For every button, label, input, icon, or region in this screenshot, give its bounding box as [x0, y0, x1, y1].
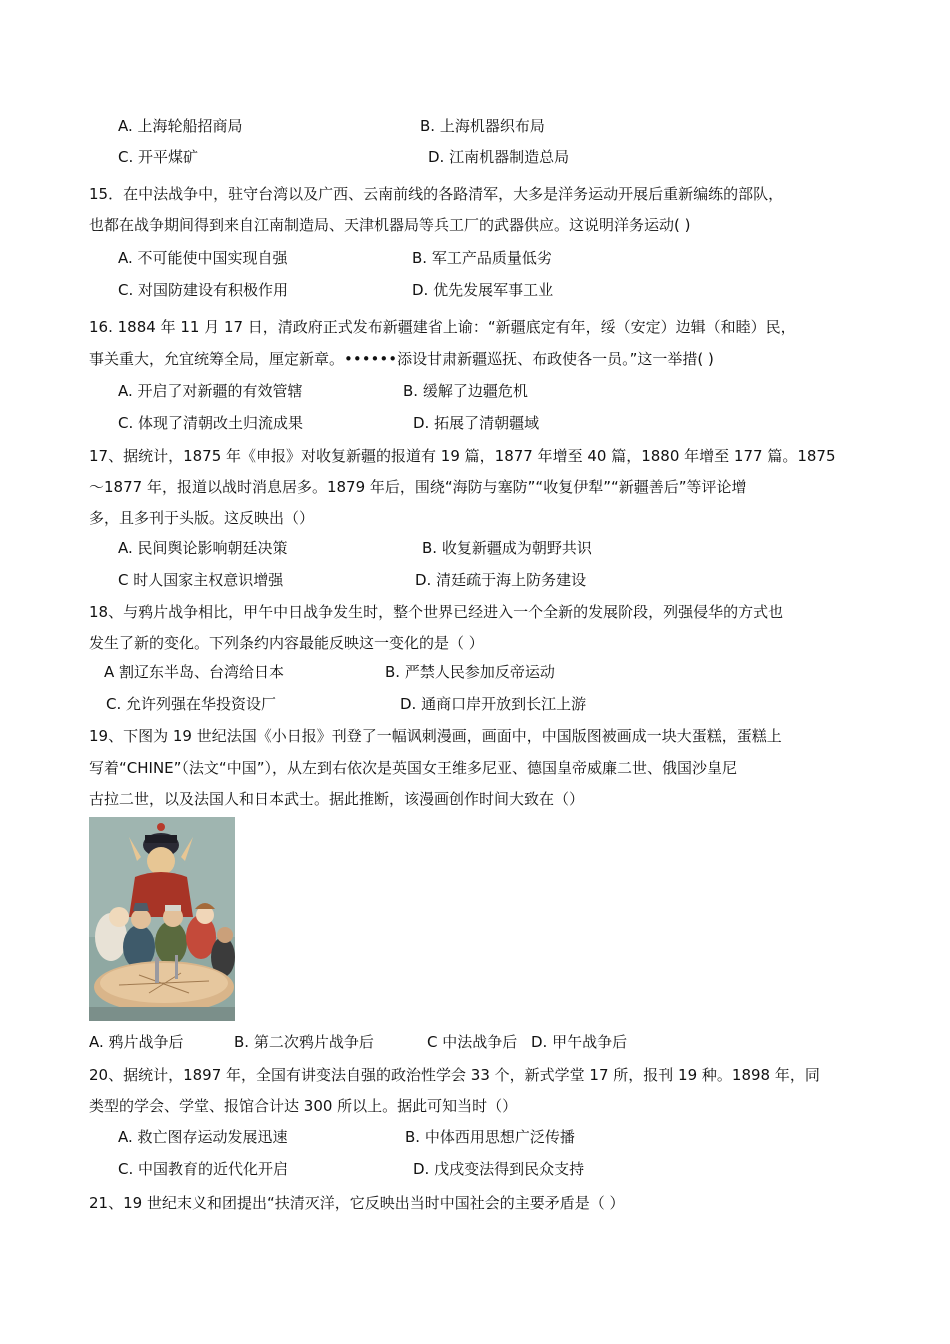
q15-option-d: D. 优先发展军事工业 [412, 281, 554, 299]
q17-option-c: C 时人国家主权意识增强 [118, 571, 284, 589]
q17-stem-line-3: 多，且多刊于头版。这反映出（） [89, 509, 315, 527]
q19-stem-line-1: 19、下图为 19 世纪法国《小日报》刊登了一幅讽刺漫画，画面中，中国版图被画成一块大蛋糕，蛋糕上 [89, 727, 782, 745]
q15-option-a: A. 不可能使中国实现自强 [118, 249, 288, 267]
q14-option-a: A. 上海轮船招商局 [118, 117, 243, 135]
q17-stem-line-1: 17、据统计，1875 年《申报》对收复新疆的报道有 19 篇，1877 年增至 40 篇，1880 年增至 177 篇。1875 [89, 447, 836, 465]
q19-stem-line-3: 古拉二世，以及法国人和日本武士。据此推断，该漫画创作时间大致在（） [89, 790, 585, 808]
q15-option-b: B. 军工产品质量低劣 [412, 249, 552, 267]
q20-stem-line-2: 类型的学会、学堂、报馆合计达 300 所以上。据此可知当时（） [89, 1097, 518, 1115]
satirical-cartoon-image [89, 817, 235, 1021]
q15-stem-line-2: 也都在战争期间得到来自江南制造局、天津机器局等兵工厂的武器供应。这说明洋务运动( ) [89, 216, 691, 234]
q17-stem-line-2: ～1877 年，报道以战时消息居多。1879 年后，围绕“海防与塞防”“收复伊犁”“新疆善后”等评论增 [89, 478, 747, 496]
q18-option-b: B. 严禁人民参加反帝运动 [385, 663, 555, 681]
q20-option-c: C. 中国教育的近代化开启 [118, 1160, 289, 1178]
q16-option-d: D. 拓展了清朝疆域 [413, 414, 540, 432]
q15-option-c: C. 对国防建设有积极作用 [118, 281, 289, 299]
q16-stem-line-2: 事关重大，允宜统筹全局，厘定新章。••••••添设甘肃新疆巡抚、布政使各一员。”这一举措( ) [89, 350, 714, 368]
q16-option-a: A. 开启了对新疆的有效管辖 [118, 382, 303, 400]
q16-option-c: C. 体现了清朝改土归流成果 [118, 414, 304, 432]
q20-option-a: A. 救亡图存运动发展迅速 [118, 1128, 288, 1146]
q18-option-a: A 割辽东半岛、台湾给日本 [104, 663, 285, 681]
q18-stem-line-1: 18、与鸦片战争相比，甲午中日战争发生时，整个世界已经进入一个全新的发展阶段，列强侵华的方式也 [89, 603, 784, 621]
q19-option-a: A. 鸦片战争后 [89, 1033, 184, 1051]
q20-stem-line-1: 20、据统计，1897 年，全国有讲变法自强的政治性学会 33 个，新式学堂 17 所，报刊 19 种。1898 年，同 [89, 1066, 820, 1084]
q16-stem-line-1: 16. 1884 年 11 月 17 日，清政府正式发布新疆建省上谕：“新疆底定有年，绥（安定）边辑（和睦）民， [89, 318, 796, 336]
q20-option-d: D. 戊戌变法得到民众支持 [413, 1160, 585, 1178]
q19-option-d: D. 甲午战争后 [531, 1033, 628, 1051]
q14-option-d: D. 江南机器制造总局 [428, 148, 570, 166]
q18-stem-line-2: 发生了新的变化。下列条约内容最能反映这一变化的是（ ） [89, 634, 484, 652]
q17-option-a: A. 民间舆论影响朝廷决策 [118, 539, 288, 557]
q19-option-b: B. 第二次鸦片战争后 [234, 1033, 374, 1051]
q17-option-d: D. 清廷疏于海上防务建设 [415, 571, 587, 589]
q14-option-b: B. 上海机器织布局 [420, 117, 545, 135]
q18-option-c: C. 允许列强在华投资设厂 [106, 695, 277, 713]
q15-stem-line-1: 15．在中法战争中，驻守台湾以及广西、云南前线的各路清军，大多是洋务运动开展后重新编练的部队， [89, 185, 784, 203]
q19-option-c: C 中法战争后 [427, 1033, 518, 1051]
q18-option-d: D. 通商口岸开放到长江上游 [400, 695, 587, 713]
q21-stem-line-1: 21、19 世纪末义和团提出“扶清灭洋，它反映出当时中国社会的主要矛盾是（ ） [89, 1194, 625, 1212]
q17-option-b: B. 收复新疆成为朝野共识 [422, 539, 592, 557]
q14-option-c: C. 开平煤矿 [118, 148, 199, 166]
q20-option-b: B. 中体西用思想广泛传播 [405, 1128, 575, 1146]
q19-stem-line-2: 写着“CHINE”（法文“中国”），从左到右依次是英国女王维多尼亚、德国皇帝威廉二世、俄国沙皇尼 [89, 759, 737, 777]
q16-option-b: B. 缓解了边疆危机 [403, 382, 528, 400]
